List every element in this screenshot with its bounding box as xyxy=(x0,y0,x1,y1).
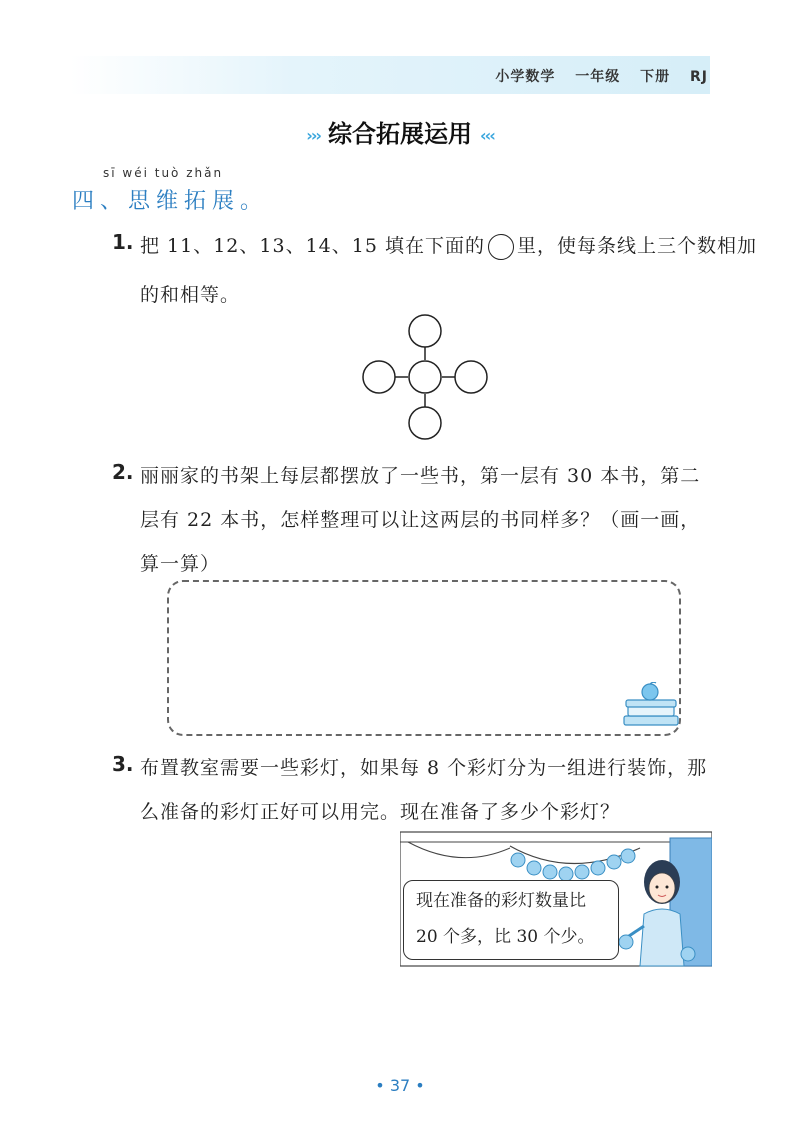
answer-box[interactable] xyxy=(167,580,681,736)
blank-circle-left[interactable] xyxy=(363,361,395,393)
question-1-line-1 xyxy=(140,231,757,260)
header-info xyxy=(481,66,708,86)
chevron-left-icon: ‹‹‹ xyxy=(480,125,494,145)
question-2-line-1: 丽丽家的书架上每层都摆放了一些书，第一层有 30 本书，第二 xyxy=(140,465,701,487)
page-number: • 37 • xyxy=(375,1076,425,1095)
books-apple-icon xyxy=(622,682,682,728)
question-1-line-2: 的和相等。 xyxy=(140,284,241,306)
blank-circle-center[interactable] xyxy=(409,361,441,393)
speech-bubble xyxy=(403,880,619,960)
blank-circle-right[interactable] xyxy=(455,361,487,393)
header-grade: 一年级 xyxy=(575,69,621,85)
cross-circle-diagram xyxy=(355,312,495,442)
blank-circle-top[interactable] xyxy=(409,315,441,347)
question-1-number: 1. xyxy=(112,230,134,254)
question-1-text-a: 把 11、12、13、14、15 填在下面的 xyxy=(140,235,485,257)
speech-line-1: 现在准备的彩灯数量比 xyxy=(416,891,586,911)
answer-circle-icon xyxy=(488,234,514,260)
question-2-number: 2. xyxy=(112,460,134,484)
header-volume: 下册 xyxy=(640,69,671,85)
heading-pinyin: sī wéi tuò zhǎn xyxy=(103,166,224,180)
question-2-line-3: 算一算） xyxy=(140,553,221,575)
section-title-text: 综合拓展运用 xyxy=(328,120,472,148)
section-title xyxy=(0,114,800,149)
question-2-line-2: 层有 22 本书，怎样整理可以让这两层的书同样多？（画一画， xyxy=(140,509,701,531)
question-3-number: 3. xyxy=(112,752,134,776)
question-1-text-b: 里，使每条线上三个数相加 xyxy=(516,235,757,257)
header-subject: 小学数学 xyxy=(495,69,556,85)
header-edition: RJ xyxy=(690,69,708,85)
part-heading: 四、思维拓展。 xyxy=(72,189,269,214)
chevron-right-icon: ››› xyxy=(306,125,320,145)
question-3-line-1: 布置教室需要一些彩灯，如果每 8 个彩灯分为一组进行装饰，那 xyxy=(140,757,708,779)
blank-circle-bottom[interactable] xyxy=(409,407,441,439)
speech-line-2: 20 个多，比 30 个少。 xyxy=(416,927,595,947)
question-3-line-2: 么准备的彩灯正好可以用完。现在准备了多少个彩灯？ xyxy=(140,801,621,823)
